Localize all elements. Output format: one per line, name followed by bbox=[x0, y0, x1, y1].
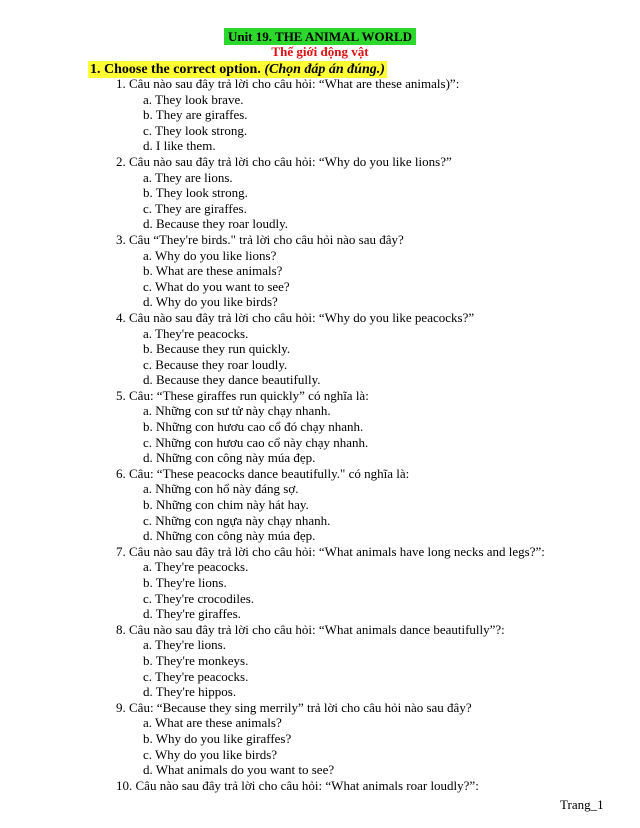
answer-option[interactable]: b. What are these animals? bbox=[143, 263, 283, 279]
answer-option[interactable]: d. Những con công này múa đẹp. bbox=[143, 528, 316, 544]
question-text: 1. Câu nào sau đây trả lời cho câu hỏi: “What are these animals)”: bbox=[116, 76, 460, 91]
question-text: 10. Câu nào sau đây trả lời cho câu hỏi: “What animals roar loudly?”: bbox=[116, 777, 479, 793]
answer-option[interactable]: d. Because they dance beautifully. bbox=[143, 372, 321, 388]
answer-option[interactable]: a. They're lions. bbox=[143, 637, 226, 653]
question-text: 6. Câu: “These peacocks dance beautifully." có nghĩa là: bbox=[116, 465, 410, 481]
answer-option[interactable]: a. Những con hổ này đáng sợ. bbox=[143, 481, 299, 497]
answer-option[interactable]: d. Why do you like birds? bbox=[143, 294, 278, 310]
question-text: 7. Câu nào sau đây trả lời cho câu hỏi: “What animals have long necks and legs?”: bbox=[116, 543, 545, 559]
answer-option[interactable]: a. Những con sư tử này chạy nhanh. bbox=[143, 403, 331, 419]
answer-option[interactable]: b. Why do you like giraffes? bbox=[143, 730, 292, 746]
answer-option[interactable]: b. They're monkeys. bbox=[143, 652, 249, 668]
question-text: 9. Câu: “Because they sing merrily” trả lời cho câu hỏi nào sau đây? bbox=[116, 699, 472, 715]
answer-option[interactable]: b. Những con chim này hát hay. bbox=[143, 497, 309, 513]
answer-option[interactable]: c. Những con hươu cao cổ này chạy nhanh. bbox=[143, 434, 369, 450]
answer-option[interactable]: d. Because they roar loudly. bbox=[143, 216, 288, 232]
answer-option[interactable]: b. They are giraffes. bbox=[143, 107, 248, 123]
answer-option[interactable]: b. Những con hươu cao cổ đó chạy nhanh. bbox=[143, 419, 364, 435]
answer-option[interactable]: d. They're giraffes. bbox=[143, 606, 241, 622]
question-text: 4. Câu nào sau đây trả lời cho câu hỏi: “Why do you like peacocks?” bbox=[116, 309, 475, 325]
answer-option[interactable]: b. Because they run quickly. bbox=[143, 341, 291, 357]
answer-option[interactable]: c. They are giraffes. bbox=[143, 200, 247, 216]
question-text: 5. Câu: “These giraffes run quickly” có nghĩa là: bbox=[116, 387, 369, 403]
unit-title: Unit 19. THE ANIMAL WORLD bbox=[224, 28, 416, 45]
answer-option[interactable]: a. They're peacocks. bbox=[143, 559, 249, 575]
question-text: 8. Câu nào sau đây trả lời cho câu hỏi: “What animals dance beautifully”?: bbox=[116, 621, 505, 637]
answer-option[interactable]: c. Because they roar loudly. bbox=[143, 356, 288, 372]
answer-option[interactable]: a. They look brave. bbox=[143, 91, 244, 107]
answer-option[interactable]: d. Những con công này múa đẹp. bbox=[143, 450, 316, 466]
page-number: Trang_1 bbox=[560, 797, 604, 812]
question-text: 3. Câu “They're birds." trả lời cho câu hỏi nào sau đây? bbox=[116, 231, 404, 247]
answer-option[interactable]: a. What are these animals? bbox=[143, 715, 282, 731]
answer-option[interactable]: d. I like them. bbox=[143, 138, 216, 154]
answer-option[interactable]: a. Why do you like lions? bbox=[143, 247, 277, 263]
question-text: 2. Câu nào sau đây trả lời cho câu hỏi: “Why do you like lions?” bbox=[116, 153, 452, 169]
answer-option[interactable]: b. They're lions. bbox=[143, 575, 227, 590]
answer-option[interactable]: d. What animals do you want to see? bbox=[143, 762, 335, 778]
answer-option[interactable]: c. They're crocodiles. bbox=[143, 590, 255, 606]
answer-option[interactable]: d. They're hippos. bbox=[143, 684, 237, 700]
answer-option[interactable]: c. Những con ngựa này chạy nhanh. bbox=[143, 512, 331, 528]
answer-option[interactable]: c. They're peacocks. bbox=[143, 668, 249, 684]
answer-option[interactable]: c. They look strong. bbox=[143, 122, 248, 138]
answer-option[interactable]: b. They look strong. bbox=[143, 185, 248, 201]
answer-option[interactable]: c. What do you want to see? bbox=[143, 278, 290, 294]
unit-subtitle: Thế giới động vật bbox=[271, 44, 369, 59]
section-sub-label: (Chọn đáp án đúng.) bbox=[264, 62, 385, 77]
question-list bbox=[0, 76, 640, 793]
answer-option[interactable]: a. They are lions. bbox=[143, 169, 233, 185]
section-label: 1. Choose the correct option. bbox=[90, 62, 261, 77]
answer-option[interactable]: c. Why do you like birds? bbox=[143, 746, 278, 762]
answer-option[interactable]: a. They're peacocks. bbox=[143, 325, 249, 341]
